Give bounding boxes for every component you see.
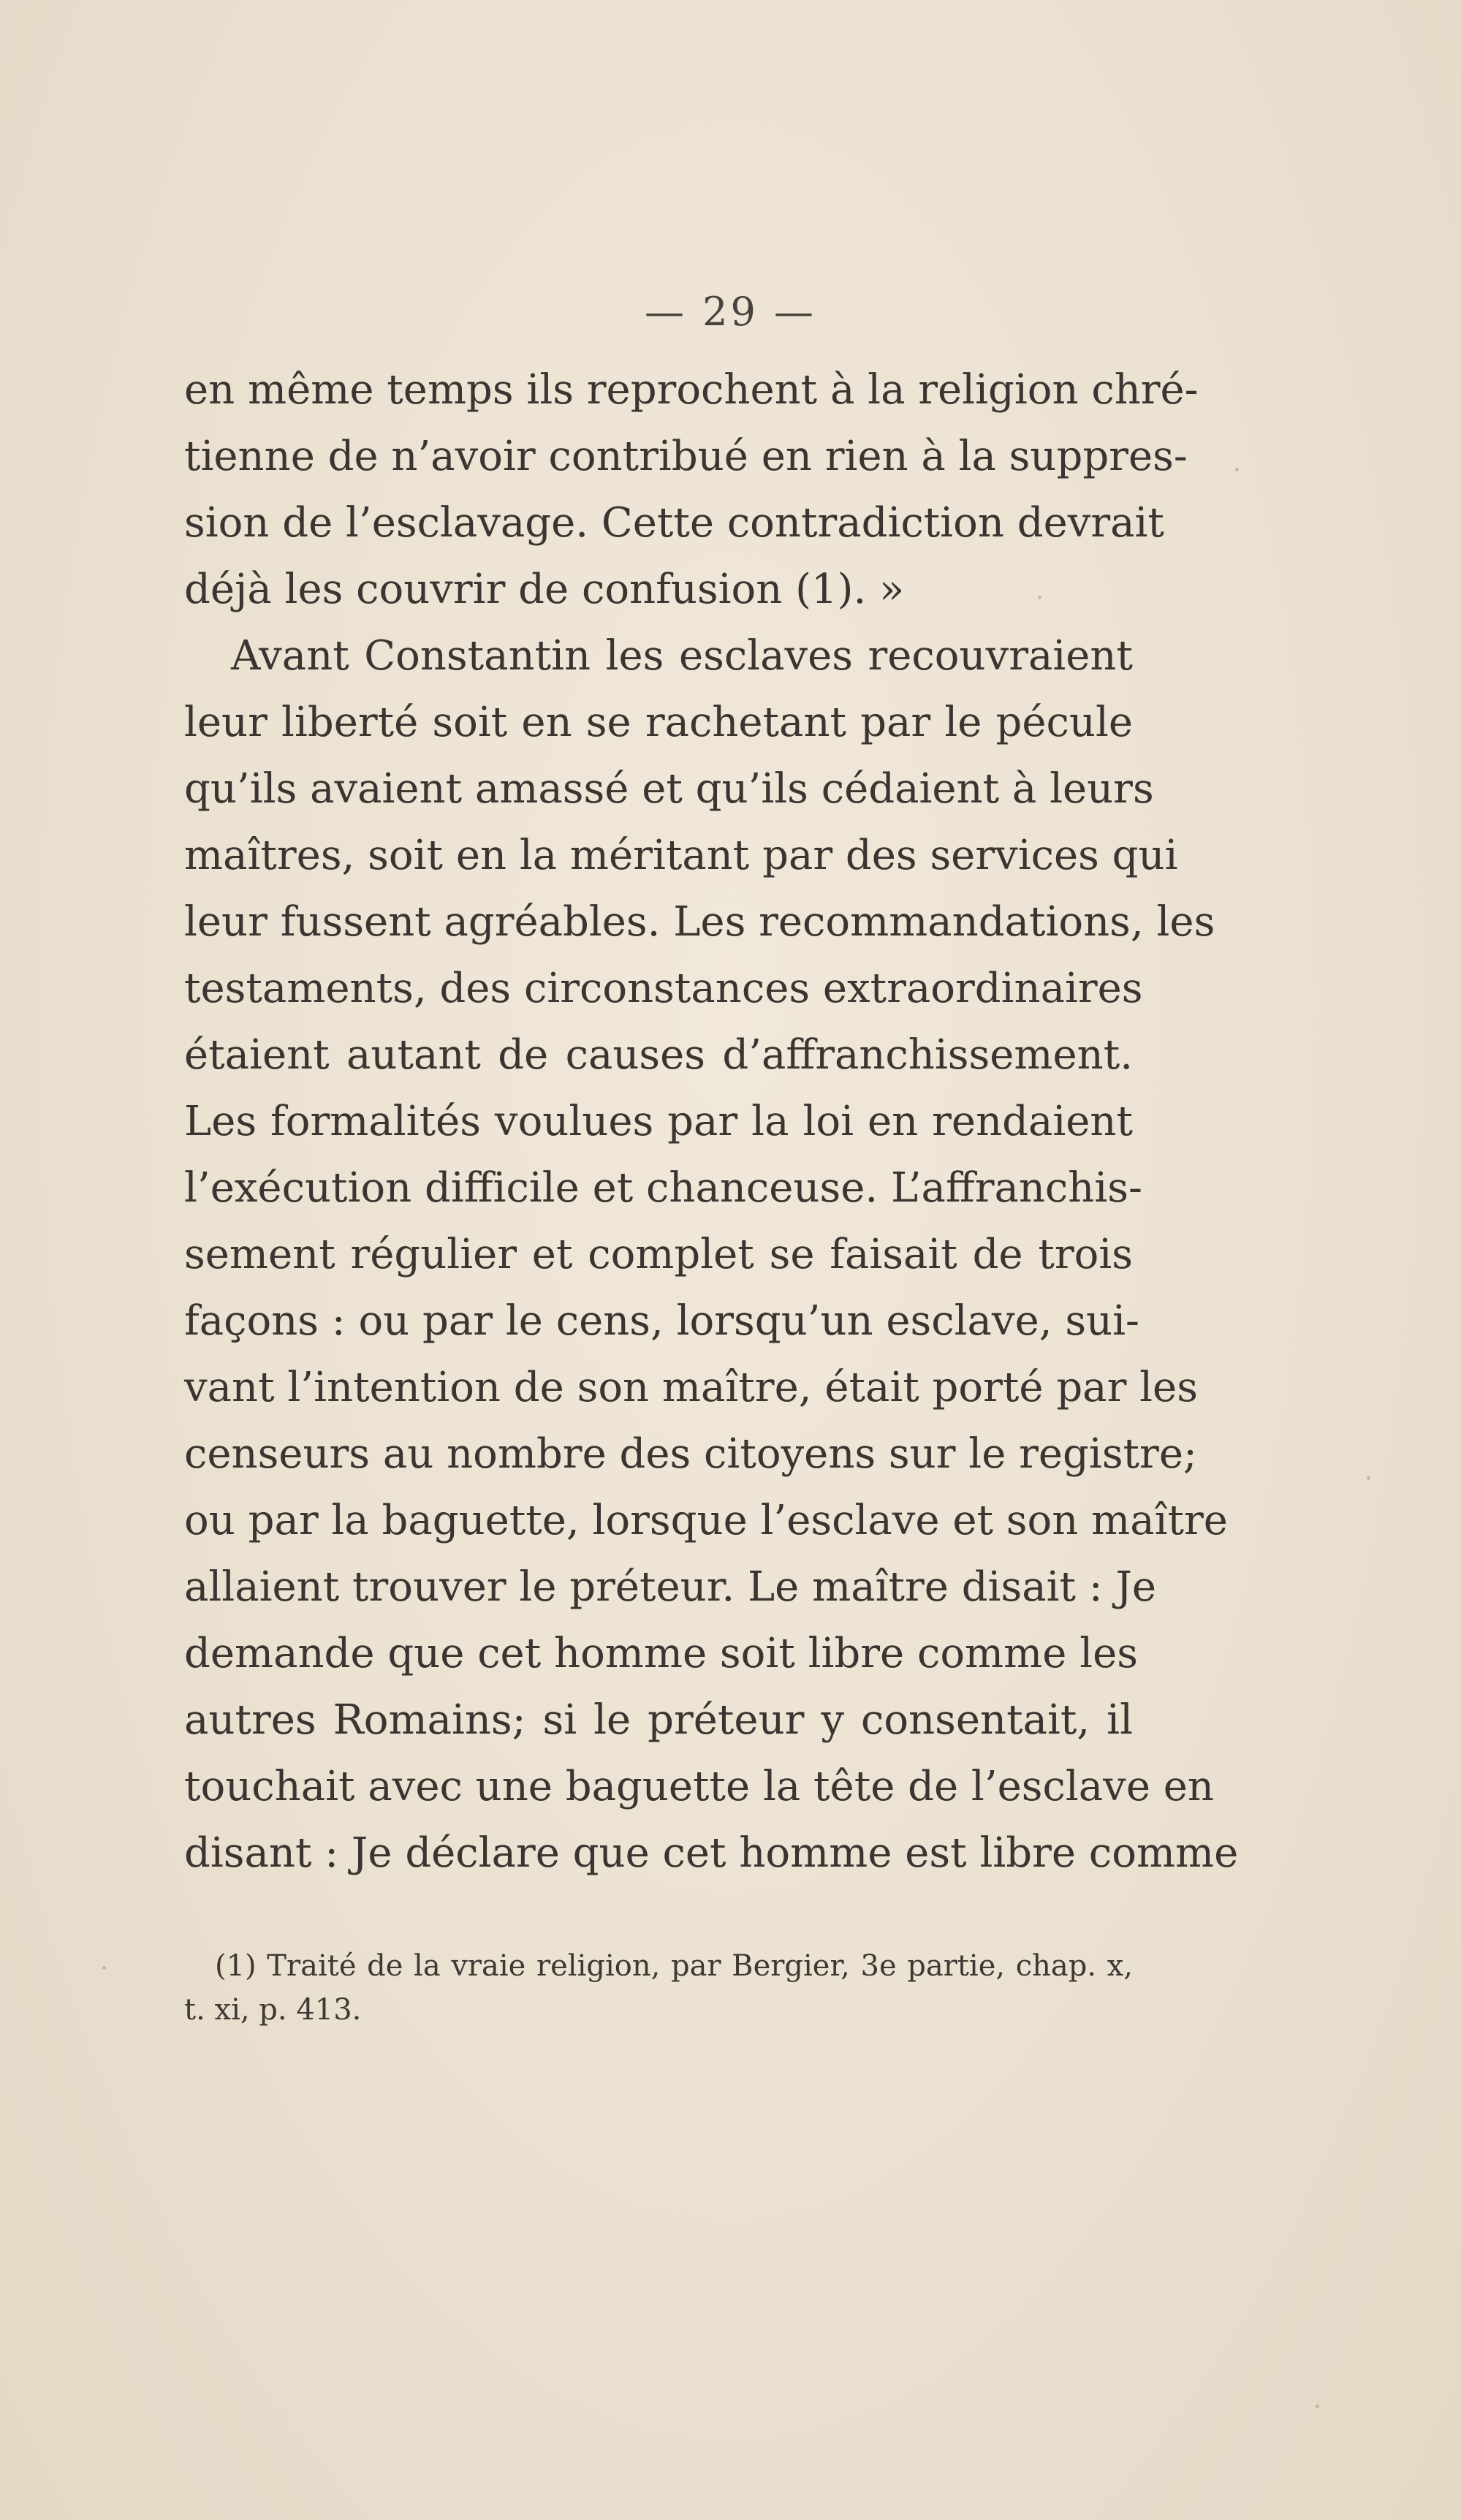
text-line: autres Romains; si le préteur y consentait, il: [184, 1696, 1133, 1744]
text-line: Les formalités voulues par la loi en rendaient: [184, 1098, 1133, 1145]
text-line: tienne de n’avoir contribué en rien à la suppres-: [184, 433, 1188, 480]
text-line: testaments, des circonstances extraordinaires: [184, 965, 1143, 1012]
text-line: qu’ils avaient amassé et qu’ils cédaient à leurs: [184, 765, 1154, 813]
text-line: en même temps ils reprochent à la religion chré-: [184, 366, 1199, 414]
text-line: Avant Constantin les esclaves recouvraient: [231, 632, 1133, 680]
text-line: façons : ou par le cens, lorsqu’un esclave, sui-: [184, 1297, 1139, 1345]
text-line: étaient autant de causes d’affranchissement.: [184, 1031, 1133, 1079]
paper-speck: [102, 1966, 106, 1970]
text-line: leur liberté soit en se rachetant par le pécule: [184, 699, 1133, 746]
text-line: demande que cet homme soit libre comme les: [184, 1630, 1138, 1677]
paper-speck: [1316, 2405, 1319, 2408]
paper-speck: [1367, 1476, 1370, 1480]
text-line: maîtres, soit en la méritant par des services qui: [184, 832, 1178, 879]
paper-speck: [1235, 468, 1239, 471]
paper-speck: [1038, 596, 1041, 599]
footnote-line: (1) Traité de la vraie religion, par Bergier, 3e partie, chap. x,: [215, 1949, 1133, 1983]
text-line: vant l’intention de son maître, était porté par les: [184, 1364, 1198, 1411]
page-number: — 29 —: [644, 289, 817, 335]
text-line: disant : Je déclare que cet homme est libre comme: [184, 1829, 1239, 1877]
text-line: déjà les couvrir de confusion (1). »: [184, 566, 905, 613]
text-line: l’exécution difficile et chanceuse. L’affranchis-: [184, 1164, 1142, 1212]
body-text: [184, 357, 1239, 1886]
text-line: leur fussent agréables. Les recommandations, les: [184, 898, 1215, 946]
footnote: [184, 1944, 1133, 2032]
text-line: allaient trouver le préteur. Le maître disait : Je: [184, 1563, 1157, 1611]
footnote-line: t. xi, p. 413.: [184, 1993, 362, 2027]
text-line: sion de l’esclavage. Cette contradiction devrait: [184, 499, 1164, 547]
text-line: ou par la baguette, lorsque l’esclave et son maître: [184, 1497, 1228, 1544]
text-line: sement régulier et complet se faisait de trois: [184, 1231, 1133, 1278]
text-line: touchait avec une baguette la tête de l’esclave en: [184, 1763, 1214, 1810]
text-line: censeurs au nombre des citoyens sur le registre;: [184, 1430, 1197, 1478]
